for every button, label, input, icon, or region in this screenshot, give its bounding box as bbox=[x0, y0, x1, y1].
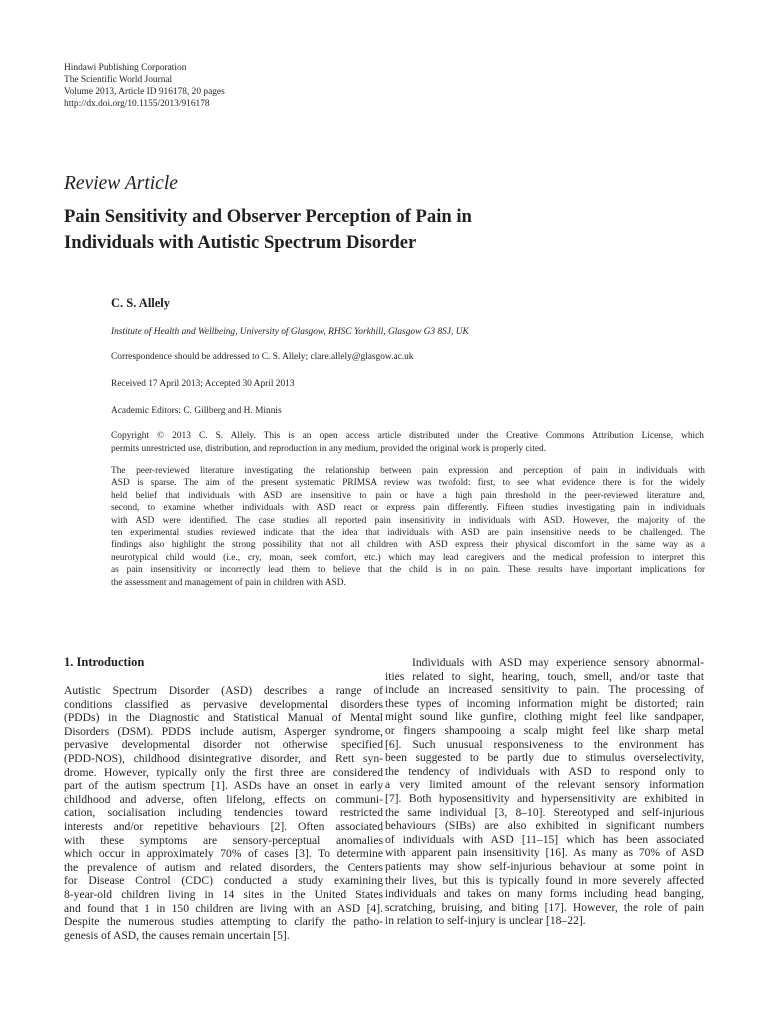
body-line: Disorders (DSM). PDDS include autism, Asperger syndrome, bbox=[64, 724, 383, 738]
body-line: for Disease Control (CDC) conducted a study examining bbox=[64, 874, 383, 888]
abstract-line: with ASD were identified. The case studies all reported pain insensitivity in individuals with ASD. However, the majority of the bbox=[111, 515, 705, 526]
article-title bbox=[64, 204, 472, 256]
journal-name: The Scientific World Journal bbox=[64, 75, 173, 85]
body-line: (PDD-NOS), childhood disintegrative disorder, and Rett syn- bbox=[64, 751, 383, 765]
copyright-line: Copyright © 2013 C. S. Allely. This is an open access article distributed under the Creative Commons Attribution License, which bbox=[111, 431, 704, 441]
body-line: the same individual [3, 8–10]. Stereotyped and self-injurious bbox=[385, 805, 704, 819]
body-line: behaviours (SIBs) are also exhibited in significant numbers bbox=[385, 819, 704, 833]
abstract-line: ASD is sparse. The aim of the present systematic PRIMSA review was twofold: first, to see what evidence there is for the widely bbox=[111, 478, 705, 489]
body-line: or fingers shampooing a scalp might feel like sharp metal bbox=[385, 723, 704, 737]
body-line: Despite the numerous studies attempting to clarify the patho- bbox=[64, 915, 383, 929]
body-line: genesis of ASD, the causes remain uncertain [5]. bbox=[64, 928, 290, 942]
abstract-line: The peer-reviewed literature investigating the relationship between pain expression and perception of pain in individuals with bbox=[111, 466, 705, 476]
body-line: part of the autism spectrum [1]. ASDs have an onset in early bbox=[64, 779, 383, 793]
correspondence: Correspondence should be addressed to C. S. Allely; clare.allely@glasgow.ac.uk bbox=[111, 352, 414, 362]
abstract-line: held belief that individuals with ASD are insensitive to pain or have a high pain threshold in the peer-reviewed literature and, bbox=[111, 490, 705, 501]
body-line: their lives, but this is typically found in more severely affected bbox=[385, 873, 704, 887]
abstract-line: ten experimental studies reviewed indicate that the idea that individuals with ASD are pain insensitive needs to be challenged. The bbox=[111, 528, 705, 539]
body-line: the prevalence of autism and related disorders, the Centers bbox=[64, 860, 383, 874]
abstract-line: findings also highlight the strong possibility that not all children with ASD express their physical discomfort in the same way as a bbox=[111, 540, 705, 551]
body-line: childhood and adverse, often lifelong, effects on communi- bbox=[64, 792, 383, 806]
body-line: conditions classified as pervasive developmental disorders bbox=[64, 697, 383, 711]
abstract-line: the assessment and management of pain in children with ASD. bbox=[111, 577, 346, 588]
body-line: [7]. Both hyposensitivity and hypersensitivity are exhibited in bbox=[385, 791, 704, 805]
academic-editors: Academic Editors: C. Gillberg and H. Minnis bbox=[111, 406, 282, 416]
body-line: of individuals with ASD [11–15] which has been associated bbox=[385, 832, 704, 846]
volume-info: Volume 2013, Article ID 916178, 20 pages bbox=[64, 87, 225, 97]
body-line: (PDDs) in the Diagnostic and Statistical Manual of Mental bbox=[64, 711, 383, 725]
body-line: drome. However, typically only the first three are considered bbox=[64, 765, 383, 779]
body-line: patients may show self-injurious behaviour at some point in bbox=[385, 859, 704, 873]
section-heading-introduction: 1. Introduction bbox=[64, 655, 145, 669]
copyright-line: permits unrestricted use, distribution, and reproduction in any medium, provided the original work is properly cited. bbox=[111, 443, 547, 454]
body-line: these types of incoming information might be distorted; rain bbox=[385, 696, 704, 710]
body-line: and found that 1 in 150 children are living with an ASD [4]. bbox=[64, 901, 383, 915]
abstract-line: second, to examine whether individuals with ASD react or express pain differently. Fifteen studies investigating pain in individuals bbox=[111, 503, 705, 514]
body-line: with these symptoms are sensory-perceptual anomalies bbox=[64, 833, 383, 847]
body-line: Individuals with ASD may experience sensory abnormal- bbox=[412, 656, 704, 669]
abstract-line: as pain insensitivity or incorrectly lead them to believe that the child is in no pain. These results have important implications for bbox=[111, 565, 705, 576]
body-line: individuals and takes on many forms including head banging, bbox=[385, 887, 704, 901]
abstract-line: neurotypical child would (i.e., cry, moan, seek comfort, etc.) which may lead caregivers and the medical profession to interpret this bbox=[111, 552, 705, 563]
doi-link[interactable]: http://dx.doi.org/10.1155/2013/916178 bbox=[64, 99, 210, 109]
body-line: Autistic Spectrum Disorder (ASD) describes a range of bbox=[64, 684, 383, 697]
title-line: Pain Sensitivity and Observer Perception of Pain in bbox=[64, 206, 472, 227]
body-line: in relation to self-injury is unclear [18–22]. bbox=[385, 914, 586, 928]
body-line: been suggested to be partly due to stimulus overselectivity, bbox=[385, 751, 704, 765]
body-line: 8-year-old children living in 14 sites in the United States bbox=[64, 887, 383, 901]
copyright-notice bbox=[111, 430, 704, 455]
body-column-left bbox=[64, 684, 383, 942]
body-line: might sound like gunfire, clothing might feel like sandpaper, bbox=[385, 710, 704, 724]
body-line: the tendency of individuals with ASD to respond only to bbox=[385, 764, 704, 778]
abstract bbox=[111, 465, 705, 589]
body-line: a very limited amount of the relevant sensory information bbox=[385, 778, 704, 792]
body-line: with apparent pain insensitivity [16]. As many as 70% of ASD bbox=[385, 846, 704, 860]
body-line: ities related to sight, hearing, touch, smell, and/or taste that bbox=[385, 669, 704, 683]
body-line: [6]. Such unusual responsiveness to the environment has bbox=[385, 737, 704, 751]
article-type: Review Article bbox=[64, 173, 178, 194]
body-line: interests and/or repetitive behaviours [2]. Often associated bbox=[64, 819, 383, 833]
received-dates: Received 17 April 2013; Accepted 30 April 2013 bbox=[111, 379, 295, 389]
publisher-name: Hindawi Publishing Corporation bbox=[64, 63, 187, 73]
title-line: Individuals with Autistic Spectrum Disorder bbox=[64, 232, 417, 253]
body-line: which occur in approximately 70% of cases [3]. To determine bbox=[64, 847, 383, 861]
journal-header bbox=[64, 62, 225, 110]
body-line: scratching, bruising, and biting [17]. However, the role of pain bbox=[385, 900, 704, 914]
body-line: cation, socialisation including tendencies toward restricted bbox=[64, 806, 383, 820]
author-name: C. S. Allely bbox=[111, 296, 171, 310]
body-column-right bbox=[385, 656, 704, 928]
body-line: pervasive developmental disorder not otherwise specified bbox=[64, 738, 383, 752]
body-line: include an increased sensitivity to pain. The processing of bbox=[385, 683, 704, 697]
affiliation: Institute of Health and Wellbeing, University of Glasgow, RHSC Yorkhill, Glasgow G3 8SJ, UK bbox=[111, 327, 469, 337]
